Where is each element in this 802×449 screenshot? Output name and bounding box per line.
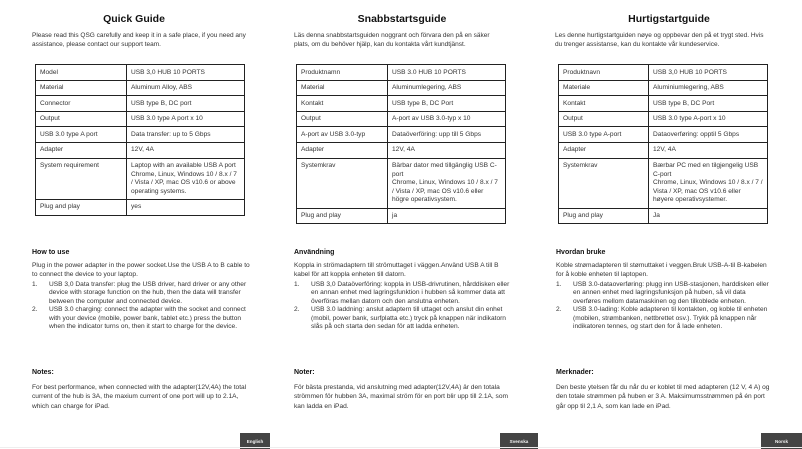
spec-key: Material [297,80,388,96]
spec-key: Kontakt [559,96,649,112]
spec-value: USB 3,0 HUB 10 PORTS [649,65,768,81]
spec-value: Dataöverföring: upp till 5 Gbps [388,127,506,143]
how-to-heading: Användning [294,249,335,256]
table-row [36,158,245,199]
spec-value: USB type B, DC Port [388,96,506,112]
how-to-heading: Hvordan bruke [556,249,606,256]
list-item [32,281,250,306]
table-row [559,111,768,127]
spec-value: Ja [649,208,768,224]
table-row [297,96,506,112]
table-row [559,208,768,224]
notes-heading: Noter: [294,369,315,376]
spec-key: Adapter [297,142,388,158]
table-row [297,111,506,127]
table-row [559,80,768,96]
language-tab-norsk[interactable]: Norsk [761,433,802,449]
how-to-steps [556,281,772,331]
spec-key: Plug and play [297,208,388,224]
spec-value: Aluminumlegering, ABS [388,80,506,96]
spec-key: Systemkrav [297,158,388,208]
table-row [559,158,768,208]
spec-value: USB 3.0 type A-port x 10 [649,111,768,127]
how-to-intro: Plug in the power adapter in the power socket.Use the USB A to B cable to to connect the device to your laptop. [32,262,250,278]
spec-key: Output [36,111,127,127]
spec-value-line: Chrome, Linux, Windows 10 / 8.x / 7 / Vista / XP, mac OS v10.6 or above operating systems. [131,170,237,195]
spec-value: USB 3,0 HUB 10 PORTS [127,65,245,81]
spec-key: Connector [36,96,127,112]
spec-key: Kontakt [297,96,388,112]
step-number: 1. [294,281,300,288]
step-text: USB 3,0 Data transfer: plug the USB driver, hard driver or any other device with storage function on the hub, then the data will transfer between the computer and connected device. [49,281,247,305]
spec-key: Output [297,111,388,127]
list-item [294,281,512,306]
table-row [559,127,768,143]
spec-value: Aluminum Alloy, ABS [127,80,245,96]
intro-text: Les denne hurtigstartguiden nøye og oppbevar den på et trygt sted. Hvis du trenger assistanse, kan du kontakte vår kundeservice. [555,32,764,49]
spec-key: Materiale [559,80,649,96]
spec-value: USB 3.0 HUB 10 PORTS [388,65,506,81]
spec-key: Produktnavn [559,65,649,81]
step-number: 1. [556,281,562,288]
page-title: Quick Guide [103,13,165,25]
page-english [0,0,268,449]
table-row [559,142,768,158]
step-number: 2. [32,306,38,314]
step-number: 2. [556,306,562,314]
table-row [36,111,245,127]
spec-key: Adapter [559,142,649,158]
spec-value: A-port av USB 3.0-typ x 10 [388,111,506,127]
language-tab-english[interactable]: English [240,433,270,449]
step-text: USB 3.0 charging: connect the adapter with the socket and connect with your device (mobile, power bank, tablet etc.) press the button when the indicator turns on, then it start to charge for the device. [49,306,246,331]
how-to-intro: Koble strømadapteren til stømuttaket i veggen.Bruk USB-A-til B-kabelen for å koble enheten til laptopen. [556,262,767,278]
how-to-steps [294,281,512,331]
spec-value-line: Chrome, Linux, Windows 10 / 8.x / 7 / Vista / XP, mac OS v10.6 eller högre operativsystem. [392,179,498,204]
page-title: Snabbstartsguide [357,13,447,25]
spec-key: Produktnamn [297,65,388,81]
table-row [297,142,506,158]
spec-value: 12V, 4A [388,142,506,158]
spec-value: Dataoverføring: opptil 5 Gbps [649,127,768,143]
step-text: USB 3.0-dataoverføring: plugg inn USB-stasjonen, harddisken eller en annen enhet med lagringsfunksjon på huben, så vil data overføres mellom datamaskinen og den tilkoblede enheten. [573,281,769,305]
table-row [36,127,245,143]
table-row [36,142,245,158]
spec-value [388,158,506,208]
spec-value-line: Laptop with an available USB A port [131,162,236,170]
spec-value-line: Chrome, Linux, Windows 10 / 8.x / 7 / Vista / XP, mac OS v10.6 eller høyere operativsystemer. [653,179,763,204]
spec-value: ja [388,208,506,224]
spec-value: USB type B, DC port [127,96,245,112]
spec-key: USB 3.0 type A-port [559,127,649,143]
spec-value [127,158,245,199]
language-tab-svenska[interactable]: Svenska [500,433,538,449]
notes-text: Den beste ytelsen får du når du er koblet til med adapteren (12 V, 4 A) og den totale strømmen på huben er 3 A. Maksimumsstrømmen på én port går opp til 2,1 A, som kan lade en iPad. [556,384,770,410]
table-row [36,80,245,96]
notes-text: För bästa prestanda, vid anslutning med adapter(12V,4A) är den totala strömmen för hubben 3A, maximal ström för en port blir upp till 2.1A, som kan ladda en iPad. [294,384,509,410]
spec-value: yes [127,199,245,215]
how-to-intro: Koppla in strömadaptern till strömuttaget i väggen.Använd USB A till B kabel för att koppla enheten till datorn. [294,262,499,278]
list-item [556,306,772,331]
spec-table [558,64,768,224]
table-row [36,65,245,81]
table-row [297,80,506,96]
intro-text: Läs denna snabbstartsguiden noggrant och förvara den på en säker plats, om du behöver hjälp, kan du kontakta vårt kundtjänst. [294,32,490,49]
notes-heading: Notes: [32,369,54,376]
spec-key: Material [36,80,127,96]
bottom-divider [0,447,802,448]
step-text: USB 3.0 laddning: anslut adaptern till uttaget och anslut din enhet (mobil, power bank, surfplatta etc.) tryck på knappen när indikatorn slås på och starta den sedan för att ladda enheten. [311,306,506,331]
step-text: USB 3.0-lading: Koble adapteren til kontakten, og koble til enheten (mobilen, strømbanken, nettbrettet osv.). Trykk på knappen når indikatoren tennes, og start den for å lade enheten. [573,306,768,331]
list-item [32,306,250,331]
step-text: USB 3,0 Dataöverföring: koppla in USB-drivrutinen, hårddisken eller en annan enhet med lagringsfunktion i hubben så kommer data att överföras mellan datorn och den anslutna enheten. [311,281,510,305]
spec-table [35,64,245,216]
spec-value: Data transfer: up to 5 Gbps [127,127,245,143]
page-svenska [268,0,536,449]
how-to-steps [32,281,250,331]
table-row [297,65,506,81]
spec-key: Adapter [36,142,127,158]
table-row [297,208,506,224]
intro-text: Please read this QSG carefully and keep it in a safe place, if you need any assistance, please contact our support team. [32,32,246,49]
spec-key: Model [36,65,127,81]
list-item [294,306,512,331]
spec-table [296,64,506,224]
spec-key: Systemkrav [559,158,649,208]
table-row [297,158,506,208]
spec-value: 12V, 4A [649,142,768,158]
spec-value: USB 3.0 type A port x 10 [127,111,245,127]
table-row [36,96,245,112]
table-row [559,65,768,81]
spec-key: Plug and play [36,199,127,215]
list-item [556,281,772,306]
spec-value [649,158,768,208]
spec-value-line: Bærbar PC med en tilgjengelig USB C-port [653,162,759,178]
table-row [297,127,506,143]
spec-key: Output [559,111,649,127]
spec-key: A-port av USB 3.0-typ [297,127,388,143]
spec-key: USB 3.0 type A port [36,127,127,143]
notes-heading: Merknader: [556,369,594,376]
spec-key: Plug and play [559,208,649,224]
spec-key: System requirement [36,158,127,199]
how-to-heading: How to use [32,249,70,256]
notes-text: For best performance, when connected with the adapter(12V,4A) the total current of the hub is 3A, the maxium current of one port will up to 2.1A, which can charge for iPad. [32,384,247,410]
page-norsk [536,0,802,449]
page-title: Hurtigstartguide [628,13,710,25]
spec-value: USB type B, DC Port [649,96,768,112]
table-row [36,199,245,215]
step-number: 1. [32,281,38,288]
table-row [559,96,768,112]
spec-value: 12V, 4A [127,142,245,158]
step-number: 2. [294,306,300,314]
spec-value: Aluminiumlegering, ABS [649,80,768,96]
spec-value-line: Bärbar dator med tillgänglig USB C-port [392,162,497,178]
